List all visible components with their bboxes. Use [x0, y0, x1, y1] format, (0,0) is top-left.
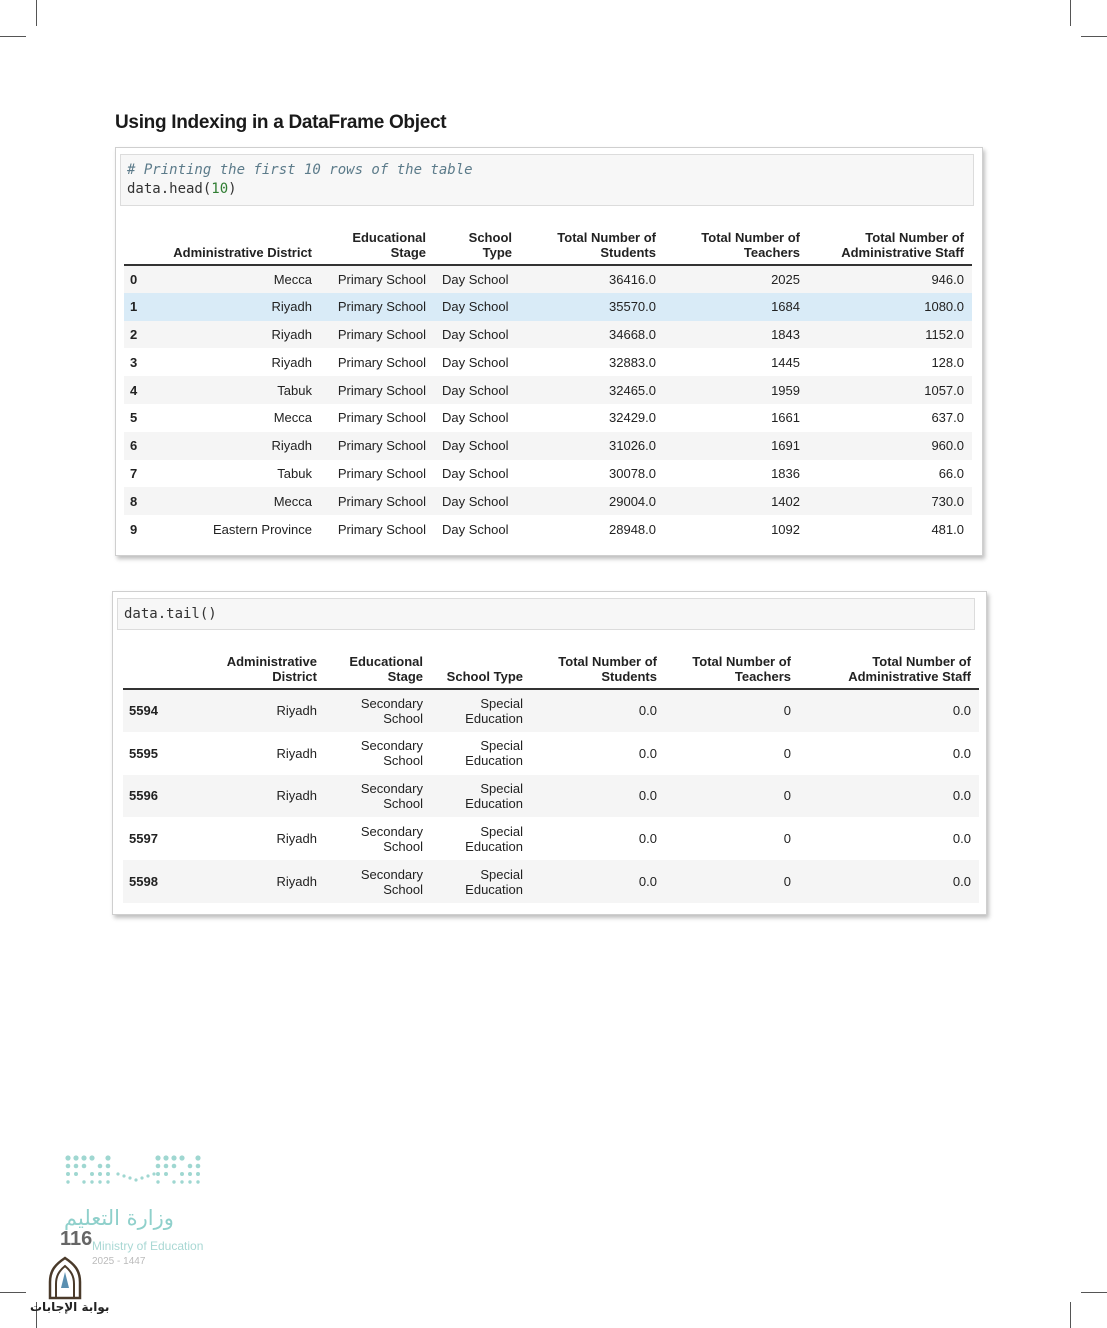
code-input-tail[interactable] — [117, 598, 975, 630]
row-index: 8 — [130, 493, 138, 509]
column-header: Total Number of Administrative Staff — [841, 230, 964, 260]
table-cell: 0.0 — [638, 874, 657, 890]
table-row — [123, 732, 979, 775]
table-cell: 0.0 — [638, 831, 657, 847]
column-header — [123, 652, 179, 689]
crop-mark — [1081, 1292, 1107, 1293]
row-index: 4 — [130, 382, 138, 398]
table-cell: 1661 — [771, 410, 800, 426]
column-header: Total Number of Students — [558, 654, 657, 684]
column-header: Total Number of Students — [557, 230, 656, 260]
table-row — [124, 321, 972, 349]
table-cell: Secondary School — [360, 695, 423, 726]
section-title: Using Indexing in a DataFrame Object — [115, 112, 447, 133]
column-header: Total Number of Teachers — [692, 654, 791, 684]
table-cell: Day School — [442, 438, 509, 454]
table-cell: 29004.0 — [609, 493, 656, 509]
table-cell: Primary School — [337, 493, 426, 509]
table-cell: 32429.0 — [609, 410, 656, 426]
table-cell: 1057.0 — [924, 382, 964, 398]
column-header: Total Number of Teachers — [701, 230, 800, 260]
code-line: data.head(10) — [127, 181, 237, 197]
table-cell: 128.0 — [931, 354, 964, 370]
table-cell: 0.0 — [952, 788, 971, 804]
column-header: Educational Stage — [349, 654, 423, 684]
row-index: 5597 — [129, 831, 158, 847]
table-cell: Day School — [442, 354, 509, 370]
table-cell: Day School — [442, 299, 509, 315]
table-cell: 28948.0 — [609, 521, 656, 537]
row-index: 0 — [130, 271, 138, 287]
table-cell: Tabuk — [277, 465, 312, 481]
table-header-row — [124, 228, 972, 265]
table-row — [124, 515, 972, 543]
crop-mark — [1070, 1302, 1071, 1328]
table-cell: 1684 — [771, 299, 800, 315]
table-cell: 1445 — [771, 354, 800, 370]
table-row — [123, 775, 979, 818]
table-cell: 946.0 — [931, 271, 964, 287]
column-header: Total Number of Administrative Staff — [848, 654, 971, 684]
table-row — [123, 860, 979, 903]
row-index: 9 — [130, 521, 138, 537]
row-index: 5598 — [129, 874, 158, 890]
ministry-logo-arabic: وزارة التعليم — [64, 1206, 174, 1230]
table-cell: 1152.0 — [925, 326, 964, 342]
table-cell: 1080.0 — [924, 299, 964, 315]
table-cell: Riyadh — [271, 299, 312, 315]
table-cell: 31026.0 — [609, 438, 656, 454]
column-header: School Type — [468, 230, 512, 260]
table-cell: 1959 — [771, 382, 800, 398]
table-cell: Special Education — [465, 738, 523, 769]
table-cell: Tabuk — [277, 382, 312, 398]
ministry-logo-years: 2025 - 1447 — [92, 1256, 146, 1267]
table-cell: Riyadh — [271, 326, 312, 342]
crop-mark — [0, 1292, 26, 1293]
column-header: Educational Stage — [352, 230, 426, 260]
table-cell: 0 — [783, 874, 791, 890]
table-cell: Riyadh — [276, 745, 317, 761]
row-index: 5594 — [129, 703, 158, 719]
crop-mark — [0, 36, 26, 37]
table-cell: 36416.0 — [609, 271, 656, 287]
portal-label: بوابة الإجابات — [30, 1300, 110, 1314]
table-cell: Special Education — [465, 695, 523, 726]
table-cell: Mecca — [273, 410, 312, 426]
table-cell: Day School — [442, 326, 509, 342]
table-cell: 0.0 — [952, 745, 971, 761]
row-index: 5 — [130, 410, 138, 426]
table-cell: 1691 — [771, 438, 800, 454]
table-cell: Secondary School — [360, 866, 423, 897]
table-cell: Eastern Province — [213, 521, 312, 537]
table-cell: 0 — [783, 788, 791, 804]
table-cell: 66.0 — [938, 465, 964, 481]
table-cell: 730.0 — [931, 493, 964, 509]
ministry-logo-dots — [60, 1150, 210, 1210]
table-cell: 0.0 — [638, 703, 657, 719]
code-input-head[interactable] — [120, 154, 974, 206]
table-cell: 0.0 — [952, 703, 971, 719]
table-cell: 0 — [783, 745, 791, 761]
notebook-cell-tail — [112, 591, 987, 915]
table-cell: 637.0 — [931, 410, 964, 426]
table-cell: Secondary School — [360, 780, 423, 811]
table-cell: 34668.0 — [609, 326, 656, 342]
table-row — [124, 404, 972, 432]
table-cell: 960.0 — [931, 438, 964, 454]
table-row — [124, 460, 972, 488]
crop-mark — [1081, 36, 1107, 37]
table-cell: 1836 — [771, 465, 800, 481]
table-cell: 0 — [783, 703, 791, 719]
table-row — [124, 293, 972, 321]
table-cell: Primary School — [337, 521, 426, 537]
ministry-logo-english: Ministry of Education — [92, 1239, 204, 1253]
column-header: Administrative District — [173, 245, 312, 260]
table-cell: Riyadh — [271, 354, 312, 370]
portal-emblem-icon — [44, 1256, 86, 1300]
table-cell: Primary School — [337, 299, 426, 315]
row-index: 5596 — [129, 788, 158, 804]
table-cell: 0.0 — [952, 874, 971, 890]
table-header-row — [123, 652, 979, 689]
table-cell: 0.0 — [638, 745, 657, 761]
row-index: 3 — [130, 354, 138, 370]
table-cell: 32465.0 — [609, 382, 656, 398]
table-cell: Day School — [442, 521, 509, 537]
table-cell: 30078.0 — [609, 465, 656, 481]
table-cell: Day School — [442, 493, 509, 509]
table-cell: 35570.0 — [609, 299, 656, 315]
table-row — [124, 265, 972, 293]
table-row — [123, 689, 979, 732]
table-row — [124, 376, 972, 404]
table-cell: 0 — [783, 831, 791, 847]
table-cell: Primary School — [337, 410, 426, 426]
column-header: School Type — [446, 669, 523, 684]
table-cell: Primary School — [337, 382, 426, 398]
table-cell: 2025 — [771, 271, 800, 287]
table-cell: Day School — [442, 271, 509, 287]
table-cell: Primary School — [337, 438, 426, 454]
code-line: data.tail() — [124, 606, 217, 622]
table-cell: 1402 — [771, 493, 800, 509]
column-header — [124, 228, 164, 265]
table-cell: 0.0 — [952, 831, 971, 847]
table-cell: Riyadh — [276, 703, 317, 719]
table-cell: Riyadh — [276, 874, 317, 890]
crop-mark — [1070, 0, 1071, 26]
row-index: 2 — [130, 326, 138, 342]
column-header: Administrative District — [226, 654, 317, 684]
table-cell: 1092 — [771, 521, 800, 537]
table-cell: Primary School — [337, 354, 426, 370]
table-cell: Special Education — [465, 823, 523, 854]
table-cell: Day School — [442, 465, 509, 481]
table-row — [124, 487, 972, 515]
page-number: 116 — [60, 1228, 93, 1250]
table-cell: Riyadh — [276, 788, 317, 804]
table-cell: Primary School — [337, 465, 426, 481]
table-cell: 481.0 — [931, 521, 964, 537]
table-cell: Secondary School — [360, 738, 423, 769]
table-cell: Primary School — [337, 326, 426, 342]
table-cell: Riyadh — [276, 831, 317, 847]
table-row — [123, 817, 979, 860]
row-index: 5595 — [129, 745, 158, 761]
row-index: 7 — [130, 465, 138, 481]
table-cell: Special Education — [465, 780, 523, 811]
table-cell: 32883.0 — [609, 354, 656, 370]
table-cell: Special Education — [465, 866, 523, 897]
table-cell: 0.0 — [638, 788, 657, 804]
table-row — [124, 432, 972, 460]
code-comment: # Printing the first 10 rows of the table — [127, 162, 473, 178]
row-index: 1 — [130, 299, 138, 315]
table-cell: Riyadh — [271, 438, 312, 454]
table-cell: Primary School — [337, 271, 426, 287]
table-cell: Day School — [442, 410, 509, 426]
table-cell: Secondary School — [360, 823, 423, 854]
row-index: 6 — [130, 438, 138, 454]
crop-mark — [36, 0, 37, 26]
table-row — [124, 348, 972, 376]
table-cell: Day School — [442, 382, 509, 398]
notebook-cell-head — [115, 147, 983, 556]
dataframe-tail-output — [123, 652, 979, 903]
dataframe-head-output — [124, 228, 972, 543]
table-cell: Mecca — [273, 271, 312, 287]
table-cell: Mecca — [273, 493, 312, 509]
table-cell: 1843 — [771, 326, 800, 342]
